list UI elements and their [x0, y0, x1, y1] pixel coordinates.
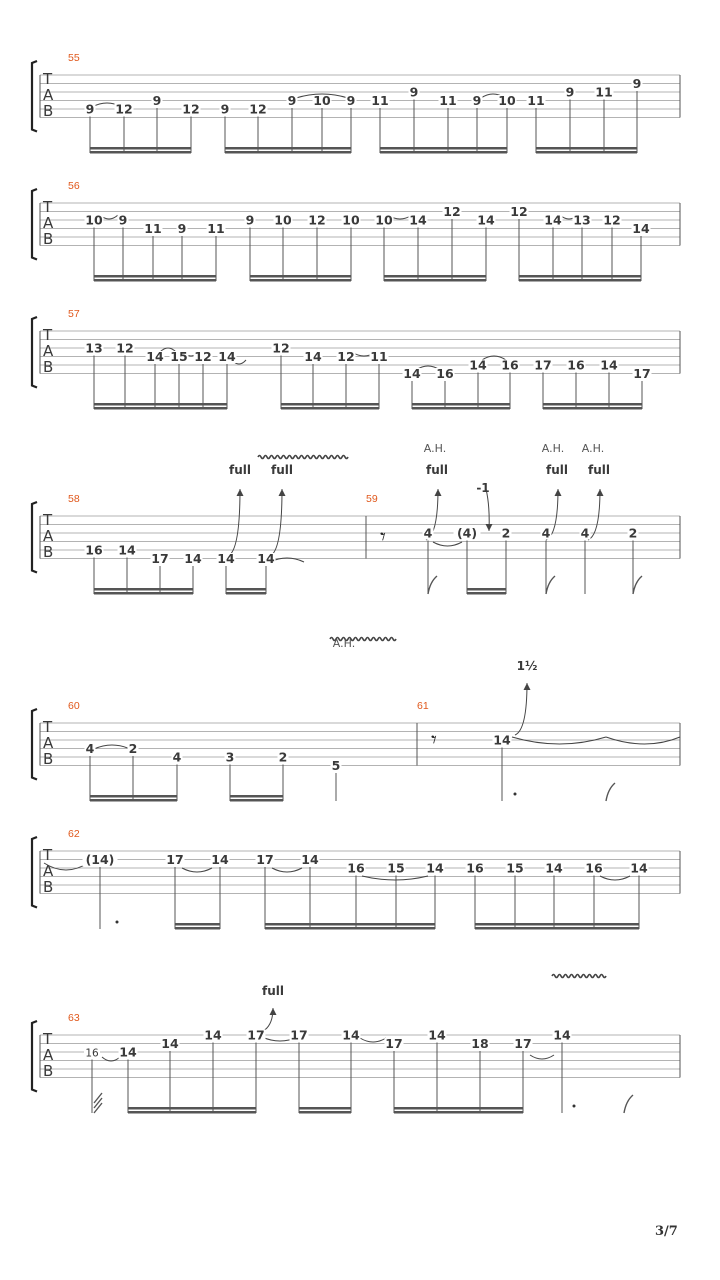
eighth-rest: 𝄾: [431, 728, 437, 753]
fret-number: 14: [301, 852, 319, 867]
fret-number: 14: [493, 732, 511, 748]
fret-number: 14: [204, 1027, 222, 1043]
beam: [543, 403, 642, 406]
fret-number: 17: [151, 551, 169, 566]
system-bracket: [32, 502, 37, 573]
beam: [467, 592, 506, 595]
fret-number: 17: [633, 366, 651, 381]
fret-number: 14: [477, 212, 495, 228]
tremolo-stroke: [94, 1103, 102, 1113]
fret-number: 14: [632, 221, 650, 236]
measure-number: 62: [68, 828, 80, 840]
tab-clef-letter: B: [43, 878, 54, 896]
fret-number: 17: [256, 852, 274, 867]
bend-arrow: [228, 489, 240, 556]
fret-number: (4): [456, 525, 478, 541]
system-bracket: [32, 709, 37, 780]
bend-label-full: full: [262, 984, 284, 998]
fret-number: 14: [630, 860, 648, 876]
bend-arrowhead: [237, 489, 244, 496]
measure-number: 59: [366, 493, 378, 505]
fret-number: 9: [118, 212, 128, 228]
fret-number: 9: [152, 93, 162, 108]
fret-number: 14: [409, 212, 427, 228]
fret-number: 9: [346, 93, 356, 108]
fret-number: 15: [170, 349, 188, 364]
fret-number: 16: [85, 1047, 99, 1060]
fret-number: 9: [287, 93, 297, 108]
fret-number: 9: [85, 101, 95, 117]
fret-number: 14: [544, 212, 562, 228]
tab-clef-letter: A: [43, 214, 54, 232]
beam: [543, 407, 642, 410]
fret-number: 14: [211, 852, 229, 867]
measure-number: 57: [68, 308, 80, 320]
fret-number: 4: [423, 525, 433, 541]
beam: [394, 1107, 523, 1110]
tremolo-stroke: [94, 1093, 102, 1103]
dot: [116, 921, 119, 924]
beam: [380, 147, 507, 150]
bend-label-full: full: [229, 463, 251, 477]
bend-label-one-and-half: 1½: [516, 659, 538, 673]
fret-number: 14: [257, 551, 275, 566]
slur: [272, 868, 302, 872]
tab-clef-letter: A: [43, 734, 54, 752]
fret-number: 11: [144, 221, 162, 236]
fret-number: 18: [471, 1036, 489, 1051]
beam: [90, 151, 191, 154]
beam: [94, 279, 216, 282]
beam: [94, 407, 227, 410]
bend-label-full: full: [271, 463, 293, 477]
fret-number: 17: [247, 1027, 265, 1043]
fret-number: 11: [371, 93, 389, 108]
dot: [573, 1105, 576, 1108]
note-flag: [624, 1095, 633, 1113]
fret-number: 10: [85, 212, 103, 228]
beam: [94, 588, 193, 591]
beam: [128, 1111, 256, 1114]
system-bracket: [32, 61, 37, 132]
beam: [175, 927, 220, 930]
bend-label-full: full: [546, 463, 568, 477]
beam: [90, 795, 177, 798]
fret-number: 11: [527, 93, 545, 108]
tab-clef-letter: B: [43, 750, 54, 768]
fret-number: 14: [342, 1027, 360, 1043]
fret-number: 4: [580, 525, 590, 541]
fret-number: 14: [545, 860, 563, 876]
fret-number: 12: [194, 349, 212, 364]
note-flag: [546, 576, 555, 594]
fret-number: 17: [385, 1036, 403, 1051]
beam: [384, 279, 486, 282]
bend-arrow: [270, 489, 282, 556]
fret-number: 14: [184, 551, 202, 566]
tab-clef-letter: A: [43, 527, 54, 545]
fret-number: (14): [85, 852, 115, 867]
system-bracket: [32, 1021, 37, 1092]
dot: [514, 793, 517, 796]
fret-number: 12: [510, 204, 528, 219]
tab-clef-letter: A: [43, 86, 54, 104]
bend-arrow: [515, 683, 527, 735]
fret-number: 3: [225, 749, 235, 765]
fret-number: 16: [501, 357, 519, 373]
beam: [250, 279, 351, 282]
fret-number: 12: [272, 340, 290, 356]
fret-number: 16: [585, 860, 603, 876]
fret-number: 14: [469, 357, 487, 373]
fret-number: 17: [534, 357, 552, 373]
fret-number: 12: [182, 101, 200, 117]
beam: [230, 799, 283, 802]
tab-clef-letter: B: [43, 543, 54, 561]
fret-number: 9: [177, 221, 187, 236]
tab-clef-letter: T: [43, 511, 53, 529]
fret-number: 9: [220, 101, 230, 117]
fret-number: 16: [347, 860, 365, 876]
fret-number: 14: [426, 860, 444, 876]
fret-number: 14: [217, 551, 235, 566]
vibrato: [258, 456, 348, 459]
fret-number: 17: [290, 1027, 308, 1043]
artificial-harmonic-label: A.H.: [332, 637, 356, 650]
fret-number: 12: [249, 101, 267, 117]
beam: [94, 275, 216, 278]
beam: [90, 799, 177, 802]
beam: [299, 1107, 351, 1110]
fret-number: 14: [119, 1044, 137, 1060]
beam: [94, 403, 227, 406]
measure-number: 63: [68, 1012, 80, 1024]
tab-clef-letter: B: [43, 102, 54, 120]
beam: [519, 275, 641, 278]
fret-number: 15: [387, 860, 405, 876]
fret-number: 14: [218, 349, 236, 364]
fret-number: 5: [331, 758, 341, 773]
beam: [536, 151, 637, 154]
fret-number: 12: [337, 349, 355, 364]
measure-number: 55: [68, 52, 80, 64]
beam: [281, 403, 379, 406]
beam: [90, 147, 191, 150]
beam: [380, 151, 507, 154]
fret-number: 10: [342, 212, 360, 228]
tab-clef-letter: T: [43, 70, 53, 88]
vibrato: [552, 975, 606, 978]
release-label: -1: [476, 481, 490, 495]
fret-number: 13: [573, 212, 591, 228]
fret-number: 14: [600, 357, 618, 373]
fret-number: 14: [428, 1027, 446, 1043]
fret-number: 16: [466, 860, 484, 876]
fret-number: 13: [85, 340, 103, 356]
fret-number: 10: [498, 93, 516, 108]
system-bracket: [32, 317, 37, 388]
notes: [83, 76, 652, 1060]
fret-number: 2: [278, 749, 288, 765]
fret-number: 11: [370, 349, 388, 364]
measure-number: 61: [417, 700, 429, 712]
measure-number: 56: [68, 180, 80, 192]
slur: [360, 1038, 386, 1042]
artificial-harmonic-label: A.H.: [581, 442, 605, 455]
beam: [250, 275, 351, 278]
bend-label-full: full: [426, 463, 448, 477]
tab-clef-letter: T: [43, 718, 53, 736]
fret-number: 12: [308, 212, 326, 228]
fret-number: 14: [146, 349, 164, 364]
fret-number: 14: [161, 1036, 179, 1051]
bend-arrowhead: [597, 489, 604, 496]
bend-arrowhead: [555, 489, 562, 496]
beam: [226, 588, 266, 591]
fret-number: 14: [553, 1027, 571, 1043]
tab-clef-letter: B: [43, 230, 54, 248]
fret-number: 15: [506, 860, 524, 876]
tab-clef-letter: T: [43, 1030, 53, 1048]
fret-number: 2: [628, 525, 638, 541]
beam: [281, 407, 379, 410]
beam: [475, 923, 639, 926]
bend-arrowhead: [270, 1008, 277, 1015]
beam: [384, 275, 486, 278]
fret-number: 14: [403, 366, 421, 381]
release-arrowhead: [486, 524, 493, 531]
beam: [225, 147, 351, 150]
fret-number: 4: [172, 749, 182, 765]
tab-clef-letter: A: [43, 862, 54, 880]
measure-number: 60: [68, 700, 80, 712]
eighth-rest: 𝄾: [380, 525, 386, 550]
tab-clef-letter: B: [43, 358, 54, 376]
fret-number: 4: [85, 741, 95, 756]
beam: [412, 407, 510, 410]
beam: [128, 1107, 256, 1110]
fret-number: 10: [375, 212, 393, 228]
tie: [606, 737, 680, 744]
fret-number: 16: [567, 357, 585, 373]
fret-number: 14: [304, 349, 322, 364]
beam: [519, 279, 641, 282]
tremolo-stroke: [94, 1098, 102, 1108]
beam: [299, 1111, 351, 1114]
bend-arrowhead: [524, 683, 531, 690]
beam: [467, 588, 506, 591]
tab-clef-letter: A: [43, 1046, 54, 1064]
fret-number: 2: [128, 741, 138, 756]
note-flag: [633, 576, 642, 594]
fret-number: 12: [115, 101, 133, 117]
beam: [475, 927, 639, 930]
fret-number: 10: [313, 93, 331, 108]
fret-number: 16: [436, 366, 454, 381]
fret-number: 16: [85, 542, 103, 558]
fret-number: 14: [118, 542, 136, 558]
slur: [530, 1055, 554, 1059]
fret-number: 12: [443, 204, 461, 219]
bend-arrowhead: [435, 489, 442, 496]
slur: [182, 868, 212, 872]
slur: [433, 542, 462, 546]
beam: [394, 1111, 523, 1114]
fret-number: 9: [472, 93, 482, 108]
beam: [226, 592, 266, 595]
fret-number: 9: [245, 212, 255, 228]
tab-clef-letter: T: [43, 846, 53, 864]
tab-clef-letter: T: [43, 198, 53, 216]
bend-label-full: full: [588, 463, 610, 477]
system-bracket: [32, 189, 37, 260]
fret-number: 17: [166, 852, 184, 867]
fret-number: 9: [409, 84, 419, 100]
beam: [230, 795, 283, 798]
beam: [265, 923, 435, 926]
fret-number: 12: [603, 212, 621, 228]
note-flag: [606, 783, 615, 801]
bend-arrowhead: [279, 489, 286, 496]
beam: [94, 592, 193, 595]
beam: [412, 403, 510, 406]
tab-clef-letter: T: [43, 326, 53, 344]
tab-clef-letter: B: [43, 1062, 54, 1080]
fret-number: 10: [274, 212, 292, 228]
fret-number: 4: [541, 525, 551, 541]
fret-number: 12: [116, 340, 134, 356]
page-number: 3/7: [655, 1224, 678, 1239]
artificial-harmonic-label: A.H.: [423, 442, 447, 455]
fret-number: 11: [439, 93, 457, 108]
fret-number: 9: [565, 84, 575, 100]
tie: [512, 737, 606, 744]
beam: [265, 927, 435, 930]
fret-number: 11: [595, 84, 613, 100]
fret-number: 17: [514, 1036, 532, 1051]
beam: [175, 923, 220, 926]
fret-number: 9: [632, 76, 642, 91]
fret-number: 11: [207, 221, 225, 236]
artificial-harmonic-label: A.H.: [541, 442, 565, 455]
fret-number: 2: [501, 525, 511, 541]
system-bracket: [32, 837, 37, 908]
tab-clef-letter: A: [43, 342, 54, 360]
note-flag: [428, 576, 437, 594]
beam: [225, 151, 351, 154]
beam: [536, 147, 637, 150]
measure-number: 58: [68, 493, 80, 505]
